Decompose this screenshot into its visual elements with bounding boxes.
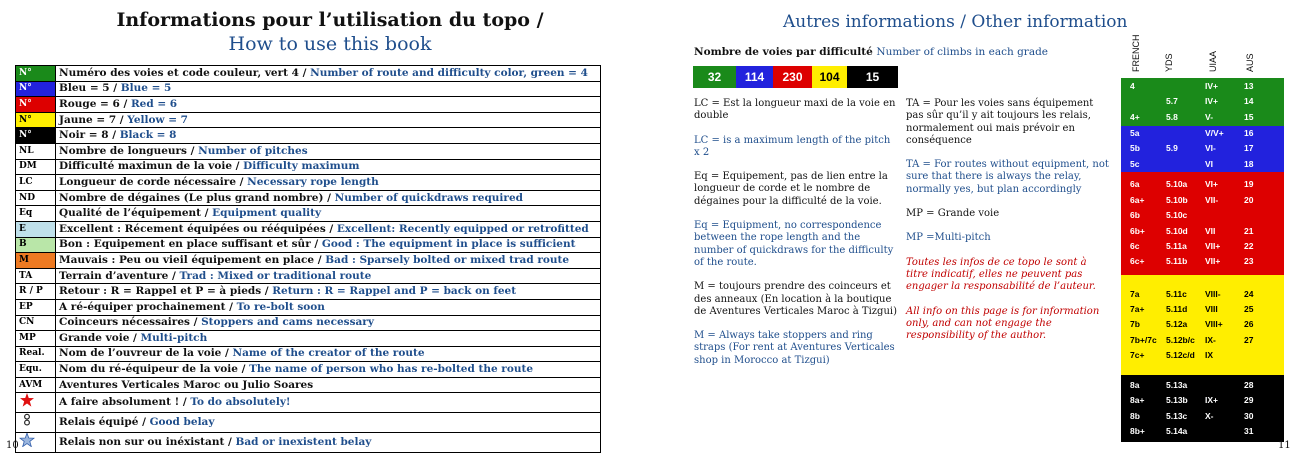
legend-desc-fr: Mauvais : Peu ou vieil équipement en place / (59, 253, 326, 266)
legend-desc-fr: Rouge = 6 / (59, 97, 131, 110)
grade-header-label: UIAA (1208, 50, 1218, 72)
climbs-count-label-en: Number of climbs in each grade (876, 46, 1049, 58)
legend-desc-fr: Longueur de corde nécessaire / (59, 175, 248, 188)
legend-desc-en: Difficulty maximum (243, 160, 360, 173)
legend-code: N° (16, 128, 56, 144)
grade-row (1121, 110, 1284, 125)
legend-row (16, 331, 601, 347)
grade-aus: 22 (1244, 240, 1254, 251)
grade-yds: 5.9 (1166, 143, 1178, 154)
legend-desc-en: To do absolutely! (190, 396, 291, 409)
climbs-count-bar (693, 66, 898, 88)
grade-uiaa: IX+ (1205, 395, 1218, 406)
grade-yds: 5.13b (1166, 395, 1188, 406)
grade-yds: 5.13a (1166, 379, 1188, 390)
left-page-title-en: How to use this book (228, 33, 432, 55)
legend-desc-fr: Coinceurs nécessaires / (59, 316, 202, 329)
grade-row (1121, 177, 1284, 192)
legend-row (16, 393, 601, 413)
legend-code (16, 433, 56, 453)
grade-french: 6b (1130, 210, 1140, 221)
grade-aus: 29 (1244, 395, 1254, 406)
legend-desc-en: Bad or inexistent belay (235, 436, 372, 449)
grade-aus: 21 (1244, 225, 1254, 236)
legend-row (16, 159, 601, 175)
legend-desc-fr: Retour : R = Rappel et P = à pieds / (59, 285, 273, 298)
legend-desc-fr: Nombre de longueurs / (59, 144, 199, 157)
grade-band (1121, 78, 1284, 126)
legend-code: NL (16, 143, 56, 159)
grade-row (1121, 287, 1284, 302)
legend-desc-fr: Excellent : Récement équipées ou rééquipées / (59, 222, 337, 235)
grade-french: 7b+/7c (1130, 334, 1157, 345)
legend-desc-en: Number of pitches (198, 144, 308, 157)
legend-description (56, 112, 601, 128)
count-cell: 15 (847, 66, 898, 88)
legend-desc-fr: Aventures Verticales Maroc ou Julio Soares (59, 378, 314, 391)
grade-yds: 5.11c (1166, 288, 1187, 299)
note-paragraph: Toutes les infos de ce topo le sont à titre indicatif, elles ne peuvent pas engager la responsabilité de l’auteur. (906, 256, 1096, 293)
legend-description (56, 393, 601, 413)
note-paragraph: MP =Multi-pitch (906, 232, 991, 244)
legend-code: LC (16, 175, 56, 191)
grade-aus: 27 (1244, 334, 1254, 345)
legend-row (16, 143, 601, 159)
count-cell: 104 (812, 66, 847, 88)
left-page-title-fr: Informations pour l’utilisation du topo / (116, 9, 544, 31)
grade-aus: 25 (1244, 303, 1254, 314)
grade-french: 6c+ (1130, 256, 1145, 267)
legend-code: DM (16, 159, 56, 175)
legend-row (16, 377, 601, 393)
legend-desc-en: Necessary rope length (247, 175, 379, 188)
legend-description (56, 206, 601, 222)
grade-french: 8a+ (1130, 395, 1145, 406)
legend-desc-fr: Numéro des voies et code couleur, vert 4 / (59, 66, 311, 79)
count-cell: 230 (773, 66, 812, 88)
legend-desc-en: Bad : Sparsely bolted or mixed trad route (325, 253, 570, 266)
note-paragraph: M = Always take stoppers and ring straps (For rent at Aventures Verticales shop in Morocco at Tizgui) (694, 330, 895, 366)
legend-row (16, 237, 601, 253)
legend-description (56, 299, 601, 315)
grade-table-header (1121, 16, 1284, 78)
grade-yds: 5.12b/c (1166, 334, 1195, 345)
note-paragraph: MP = Grande voie (906, 208, 1000, 220)
grade-uiaa: VIII- (1205, 288, 1221, 299)
legend-code: E (16, 221, 56, 237)
legend-code: TA (16, 268, 56, 284)
grade-row (1121, 193, 1284, 208)
legend-row (16, 315, 601, 331)
grade-uiaa: VII+ (1205, 256, 1221, 267)
grade-yds: 5.10b (1166, 194, 1188, 205)
grade-band (1121, 275, 1284, 375)
page-number-left: 10 (6, 440, 19, 451)
grade-row (1121, 94, 1284, 109)
grade-french: 5a (1130, 127, 1140, 138)
legend-code: EP (16, 299, 56, 315)
grade-aus: 18 (1244, 158, 1254, 169)
grade-aus: 17 (1244, 143, 1254, 154)
legend-desc-en: Name of the creator of the route (232, 347, 425, 360)
legend-desc-fr: A ré-équiper prochainement / (59, 300, 237, 313)
grade-uiaa: VIII+ (1205, 319, 1223, 330)
climbs-count-label (694, 46, 1048, 58)
grade-french: 5c (1130, 158, 1140, 169)
legend-desc-en: Return : R = Rappel and P = back on feet (272, 285, 517, 298)
right-title-fr: Autres informations / (783, 12, 972, 32)
legend-desc-en: Stoppers and cams necessary (201, 316, 374, 329)
grade-french: 4+ (1130, 111, 1140, 122)
grade-yds: 5.13c (1166, 410, 1188, 421)
grade-yds: 5.11b (1166, 256, 1188, 267)
grade-row (1121, 254, 1284, 269)
legend-description (56, 284, 601, 300)
grade-uiaa: IX (1205, 350, 1214, 361)
legend-description (56, 237, 601, 253)
grade-uiaa: V/V+ (1205, 127, 1224, 138)
legend-row (16, 221, 601, 237)
legend-row (16, 253, 601, 269)
legend-desc-en: Black = 8 (119, 129, 177, 142)
legend-description (56, 346, 601, 362)
legend-desc-fr: Nom du ré-équipeur de la voie / (59, 363, 250, 376)
grade-aus: 13 (1244, 80, 1254, 91)
legend-description (56, 433, 601, 453)
grade-header-label: AUS (1245, 53, 1255, 72)
grade-aus: 15 (1244, 111, 1254, 122)
legend-desc-fr: Difficulté maximun de la voie / (59, 160, 244, 173)
grade-uiaa: VII (1205, 225, 1216, 236)
notes-column-2 (906, 98, 1111, 354)
notes-column-1 (694, 98, 899, 379)
legend-desc-fr: Relais non sur ou inéxistant / (59, 436, 236, 449)
grade-row (1121, 157, 1284, 172)
grade-row (1121, 224, 1284, 239)
grade-yds: 5.11d (1166, 303, 1188, 314)
legend-description (56, 159, 601, 175)
grade-uiaa: VI+ (1205, 179, 1218, 190)
grade-french: 7a (1130, 288, 1140, 299)
legend-row (16, 175, 601, 191)
grade-row (1121, 79, 1284, 94)
grade-french: 7a+ (1130, 303, 1145, 314)
legend-code: Eq (16, 206, 56, 222)
grade-row (1121, 141, 1284, 156)
grade-band (1121, 126, 1284, 172)
note-paragraph: Eq = Equipment, no correspondence between the rope length and the number of quickdraws for the difficulty of the route. (694, 220, 894, 268)
legend-desc-fr: Jaune = 7 / (59, 113, 128, 126)
legend-row (16, 346, 601, 362)
legend-desc-en: Blue = 5 (120, 82, 172, 95)
legend-desc-en: Red = 6 (130, 97, 178, 110)
note-paragraph: All info on this page is for information only, and can not engage the responsibility of the author. (906, 305, 1100, 342)
legend-desc-en: The name of person who has re-bolted the route (249, 363, 533, 376)
legend-code: N° (16, 112, 56, 128)
legend-desc-en: Excellent: Recently equipped or retrofitted (336, 222, 589, 235)
legend-desc-en: Good belay (149, 416, 215, 429)
grade-yds: 5.12c/d (1166, 350, 1195, 361)
grade-row (1121, 208, 1284, 223)
legend-code: N° (16, 97, 56, 113)
grade-row (1121, 317, 1284, 332)
grade-band (1121, 375, 1284, 442)
legend-description (56, 81, 601, 97)
grade-french: 6c (1130, 240, 1140, 251)
note-paragraph: M = toujours prendre des coinceurs et des anneaux (En location à la boutique de Aventures Verticales Maroc à Tizgui) (694, 281, 897, 317)
grade-yds: 5.10c (1166, 210, 1188, 221)
grade-row (1121, 302, 1284, 317)
grade-uiaa: IX- (1205, 334, 1216, 345)
grade-aus: 14 (1244, 96, 1254, 107)
legend-code: N° (16, 66, 56, 82)
legend-desc-fr: Bleu = 5 / (59, 82, 121, 95)
grade-aus: 20 (1244, 194, 1254, 205)
legend-code: MP (16, 331, 56, 347)
right-title-en: Other information (971, 12, 1128, 32)
legend-desc-fr: Relais équipé / (59, 416, 150, 429)
legend-desc-en: Yellow = 7 (127, 113, 188, 126)
grade-aus: 30 (1244, 410, 1254, 421)
count-cell: 32 (693, 66, 736, 88)
grade-row (1121, 126, 1284, 141)
grade-aus: 23 (1244, 256, 1254, 267)
legend-description (56, 190, 601, 206)
grade-aus: 31 (1244, 425, 1254, 436)
count-cell: 114 (736, 66, 773, 88)
grade-french: 8b+ (1130, 425, 1145, 436)
legend-description (56, 97, 601, 113)
grade-row (1121, 348, 1284, 363)
legend-code: Equ. (16, 362, 56, 378)
legend-row (16, 128, 601, 144)
legend-description (56, 221, 601, 237)
legend-desc-fr: Grande voie / (59, 331, 141, 344)
grade-row (1121, 393, 1284, 408)
legend-description (56, 268, 601, 284)
legend-desc-fr: Qualité de l’équipement / (59, 207, 213, 220)
grade-row (1121, 409, 1284, 424)
legend-description (56, 66, 601, 82)
legend-code (16, 413, 56, 433)
grade-conversion-table (1121, 16, 1284, 442)
legend-row (16, 97, 601, 113)
legend-desc-en: Multi-pitch (140, 331, 208, 344)
legend-row (16, 433, 601, 453)
grade-uiaa: IV+ (1205, 96, 1218, 107)
legend-table (15, 65, 601, 453)
grade-yds: 5.10d (1166, 225, 1188, 236)
legend-code: Real. (16, 346, 56, 362)
grade-yds: 5.11a (1166, 240, 1187, 251)
grade-header-label: FRENCH (1131, 34, 1141, 72)
legend-description (56, 331, 601, 347)
legend-desc-fr: A faire absolument ! / (59, 396, 191, 409)
grade-uiaa: VIII (1205, 303, 1218, 314)
climbs-count-label-fr: Nombre de voies par difficulté (694, 46, 877, 58)
grade-uiaa: VII- (1205, 194, 1219, 205)
legend-code: CN (16, 315, 56, 331)
legend-description (56, 315, 601, 331)
grade-french: 8b (1130, 410, 1140, 421)
legend-code: AVM (16, 377, 56, 393)
legend-code: R / P (16, 284, 56, 300)
grade-aus: 26 (1244, 319, 1254, 330)
grade-yds: 5.7 (1166, 96, 1178, 107)
belay-icon (19, 413, 35, 427)
grade-french: 8a (1130, 379, 1140, 390)
legend-description (56, 143, 601, 159)
grade-row (1121, 333, 1284, 348)
legend-description (56, 377, 601, 393)
legend-description (56, 362, 601, 378)
legend-description (56, 128, 601, 144)
legend-row (16, 112, 601, 128)
legend-desc-en: Trad : Mixed or traditional route (179, 269, 372, 282)
legend-row (16, 362, 601, 378)
legend-code: B (16, 237, 56, 253)
grade-french: 7c+ (1130, 350, 1145, 361)
legend-desc-en: Good : The equipment in place is sufficient (321, 238, 576, 251)
legend-desc-en: To re-bolt soon (236, 300, 325, 313)
note-paragraph: LC = Est la longueur maxi de la voie en double (694, 98, 896, 122)
grade-row (1121, 378, 1284, 393)
grade-band (1121, 172, 1284, 275)
grade-uiaa: VII+ (1205, 240, 1221, 251)
legend-row (16, 413, 601, 433)
grade-yds: 5.10a (1166, 179, 1188, 190)
page-number-right: 11 (1278, 440, 1291, 451)
legend-desc-fr: Nom de l’ouvreur de la voie / (59, 347, 233, 360)
grade-french: 4 (1130, 80, 1135, 91)
grade-uiaa: X- (1205, 410, 1214, 421)
legend-row (16, 81, 601, 97)
grade-aus: 19 (1244, 179, 1254, 190)
bad-belay-star-icon (19, 433, 35, 447)
grade-french: 6a+ (1130, 194, 1145, 205)
legend-desc-fr: Bon : Equipement en place suffisant et sûr / (59, 238, 322, 251)
grade-aus: 16 (1244, 127, 1254, 138)
legend-row (16, 299, 601, 315)
grade-yds: 5.12a (1166, 319, 1188, 330)
grade-uiaa: VI (1205, 158, 1214, 169)
grade-uiaa: IV+ (1205, 80, 1218, 91)
legend-desc-fr: Nombre de dégaines (Le plus grand nombre) / (59, 191, 335, 204)
legend-code: ND (16, 190, 56, 206)
grade-uiaa: VI- (1205, 143, 1216, 154)
note-paragraph: TA = For routes without equipment, not sure that there is always the relay, normally yes, but plan accordingly (906, 159, 1109, 195)
grade-yds: 5.14a (1166, 425, 1188, 436)
note-paragraph: TA = Pour les voies sans équipement pas sûr qu’il y ait toujours les relais, normalement oui mais prévoir en conséquence (906, 98, 1094, 146)
grade-aus: 28 (1244, 379, 1254, 390)
grade-yds: 5.8 (1166, 111, 1178, 122)
right-page-title (783, 12, 1127, 32)
grade-aus: 24 (1244, 288, 1254, 299)
legend-row (16, 66, 601, 82)
grade-row (1121, 239, 1284, 254)
legend-description (56, 413, 601, 433)
legend-row (16, 284, 601, 300)
legend-desc-en: Number of quickdraws required (334, 191, 523, 204)
note-paragraph: LC = is a maximum length of the pitch x 2 (694, 134, 891, 158)
legend-desc-fr: Terrain d’aventure / (59, 269, 180, 282)
legend-row (16, 268, 601, 284)
star-icon (19, 393, 35, 407)
grade-french: 6a (1130, 179, 1140, 190)
grade-header-label: YDS (1164, 53, 1174, 72)
grade-french: 5b (1130, 143, 1140, 154)
legend-row (16, 206, 601, 222)
legend-description (56, 175, 601, 191)
legend-desc-fr: Noir = 8 / (59, 129, 120, 142)
legend-desc-en: Equipment quality (212, 207, 322, 220)
grade-french: 7b (1130, 319, 1140, 330)
grade-french: 6b+ (1130, 225, 1145, 236)
legend-desc-en: Number of route and difficulty color, green = 4 (310, 66, 588, 79)
grade-uiaa: V- (1205, 111, 1214, 122)
grade-row (1121, 424, 1284, 439)
legend-code (16, 393, 56, 413)
note-paragraph: Eq = Equipement, pas de lien entre la longueur de corde et le nombre de dégaines pour la difficulté de la voie. (694, 171, 888, 207)
legend-row (16, 190, 601, 206)
legend-description (56, 253, 601, 269)
legend-code: N° (16, 81, 56, 97)
legend-code: M (16, 253, 56, 269)
